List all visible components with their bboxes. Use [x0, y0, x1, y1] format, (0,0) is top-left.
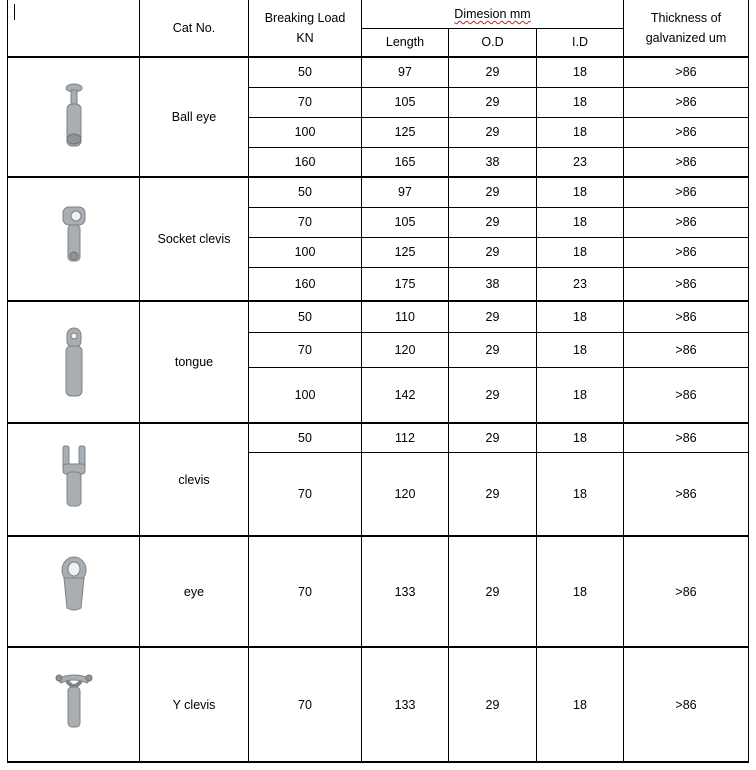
length-cell: 97 — [362, 177, 449, 207]
thickness-cell: >86 — [624, 452, 749, 536]
table-row — [8, 647, 749, 762]
breaking-load-cell: 70 — [249, 647, 362, 762]
breaking-load-cell: 100 — [249, 367, 362, 423]
od-cell: 29 — [449, 423, 537, 452]
thickness-cell: >86 — [624, 207, 749, 237]
header-thickness — [624, 0, 749, 57]
length-cell: 175 — [362, 267, 449, 301]
thickness-cell: >86 — [624, 117, 749, 147]
thickness-cell: >86 — [624, 536, 749, 647]
id-cell: 18 — [537, 332, 624, 367]
header-breaking-load-unit: KN — [296, 31, 314, 45]
thickness-cell: >86 — [624, 332, 749, 367]
length-cell: 105 — [362, 207, 449, 237]
od-cell: 29 — [449, 301, 537, 332]
thickness-cell: >86 — [624, 57, 749, 87]
cat-no-cell: clevis — [140, 423, 249, 536]
id-cell: 18 — [537, 237, 624, 267]
cat-no-cell: Socket clevis — [140, 177, 249, 301]
od-cell: 29 — [449, 452, 537, 536]
clevis-fitting-icon — [8, 444, 139, 516]
od-cell: 29 — [449, 332, 537, 367]
breaking-load-cell: 70 — [249, 332, 362, 367]
header-breaking-load — [249, 0, 362, 57]
header-breaking-load-label: Breaking Load — [264, 11, 346, 25]
breaking-load-cell: 70 — [249, 536, 362, 647]
id-cell: 18 — [537, 536, 624, 647]
socket-clevis-fitting-icon — [8, 203, 139, 275]
id-cell: 18 — [537, 301, 624, 332]
od-cell: 29 — [449, 177, 537, 207]
cat-no-cell: eye — [140, 536, 249, 647]
spec-table — [7, 0, 749, 763]
id-cell: 23 — [537, 267, 624, 301]
thickness-cell: >86 — [624, 367, 749, 423]
ball-eye-fitting-icon — [8, 81, 139, 153]
id-cell: 18 — [537, 87, 624, 117]
breaking-load-cell: 50 — [249, 423, 362, 452]
length-cell: 112 — [362, 423, 449, 452]
id-cell: 23 — [537, 147, 624, 177]
breaking-load-cell: 50 — [249, 57, 362, 87]
header-dimension-label: Dimesion mm — [454, 6, 531, 21]
breaking-load-cell: 50 — [249, 177, 362, 207]
od-cell: 29 — [449, 87, 537, 117]
y-clevis-fitting-picture-cell — [8, 647, 140, 762]
header-cat-no-label: Cat No. — [172, 21, 216, 35]
clevis-fitting-picture-cell — [8, 423, 140, 536]
length-cell: 120 — [362, 452, 449, 536]
id-cell: 18 — [537, 57, 624, 87]
header-thickness-line1: Thickness of — [650, 11, 722, 25]
od-cell: 38 — [449, 147, 537, 177]
od-cell: 29 — [449, 207, 537, 237]
od-cell: 29 — [449, 237, 537, 267]
length-cell: 105 — [362, 87, 449, 117]
table-row — [8, 423, 749, 452]
eye-fitting-picture-cell — [8, 536, 140, 647]
od-cell: 29 — [449, 647, 537, 762]
length-cell: 133 — [362, 536, 449, 647]
id-cell: 18 — [537, 367, 624, 423]
length-cell: 97 — [362, 57, 449, 87]
table-row — [8, 536, 749, 647]
table-row — [8, 57, 749, 87]
header-od-label: O.D — [481, 35, 504, 50]
eye-fitting-icon — [8, 556, 139, 628]
thickness-cell: >86 — [624, 87, 749, 117]
length-cell: 125 — [362, 237, 449, 267]
od-cell: 29 — [449, 57, 537, 87]
breaking-load-cell: 160 — [249, 267, 362, 301]
y-clevis-fitting-icon — [8, 669, 139, 741]
length-cell: 110 — [362, 301, 449, 332]
cat-no-cell: tongue — [140, 301, 249, 423]
header-length-label: Length — [385, 35, 425, 50]
header-cat-no — [140, 0, 249, 57]
length-cell: 120 — [362, 332, 449, 367]
tongue-fitting-picture-cell — [8, 301, 140, 423]
thickness-cell: >86 — [624, 177, 749, 207]
id-cell: 18 — [537, 452, 624, 536]
breaking-load-cell: 70 — [249, 87, 362, 117]
thickness-cell: >86 — [624, 267, 749, 301]
cat-no-cell: Y clevis — [140, 647, 249, 762]
thickness-cell: >86 — [624, 423, 749, 452]
od-cell: 38 — [449, 267, 537, 301]
length-cell: 133 — [362, 647, 449, 762]
thickness-cell: >86 — [624, 301, 749, 332]
breaking-load-cell: 70 — [249, 207, 362, 237]
table-row — [8, 301, 749, 332]
header-image-cell — [8, 0, 140, 57]
length-cell: 142 — [362, 367, 449, 423]
socket-clevis-fitting-picture-cell — [8, 177, 140, 301]
id-cell: 18 — [537, 177, 624, 207]
header-dimension — [362, 0, 624, 28]
header-thickness-line2: galvanized um — [645, 31, 727, 45]
header-length — [362, 28, 449, 57]
breaking-load-cell: 160 — [249, 147, 362, 177]
tongue-fitting-icon — [8, 326, 139, 398]
breaking-load-cell: 100 — [249, 237, 362, 267]
ball-eye-fitting-picture-cell — [8, 57, 140, 177]
thickness-cell: >86 — [624, 237, 749, 267]
od-cell: 29 — [449, 536, 537, 647]
od-cell: 29 — [449, 367, 537, 423]
breaking-load-cell: 50 — [249, 301, 362, 332]
od-cell: 29 — [449, 117, 537, 147]
length-cell: 125 — [362, 117, 449, 147]
id-cell: 18 — [537, 207, 624, 237]
thickness-cell: >86 — [624, 647, 749, 762]
table-row — [8, 177, 749, 207]
cat-no-cell: Ball eye — [140, 57, 249, 177]
header-od — [449, 28, 537, 57]
length-cell: 165 — [362, 147, 449, 177]
header-id — [537, 28, 624, 57]
thickness-cell: >86 — [624, 147, 749, 177]
id-cell: 18 — [537, 647, 624, 762]
breaking-load-cell: 70 — [249, 452, 362, 536]
id-cell: 18 — [537, 117, 624, 147]
breaking-load-cell: 100 — [249, 117, 362, 147]
header-id-label: I.D — [572, 35, 588, 50]
id-cell: 18 — [537, 423, 624, 452]
